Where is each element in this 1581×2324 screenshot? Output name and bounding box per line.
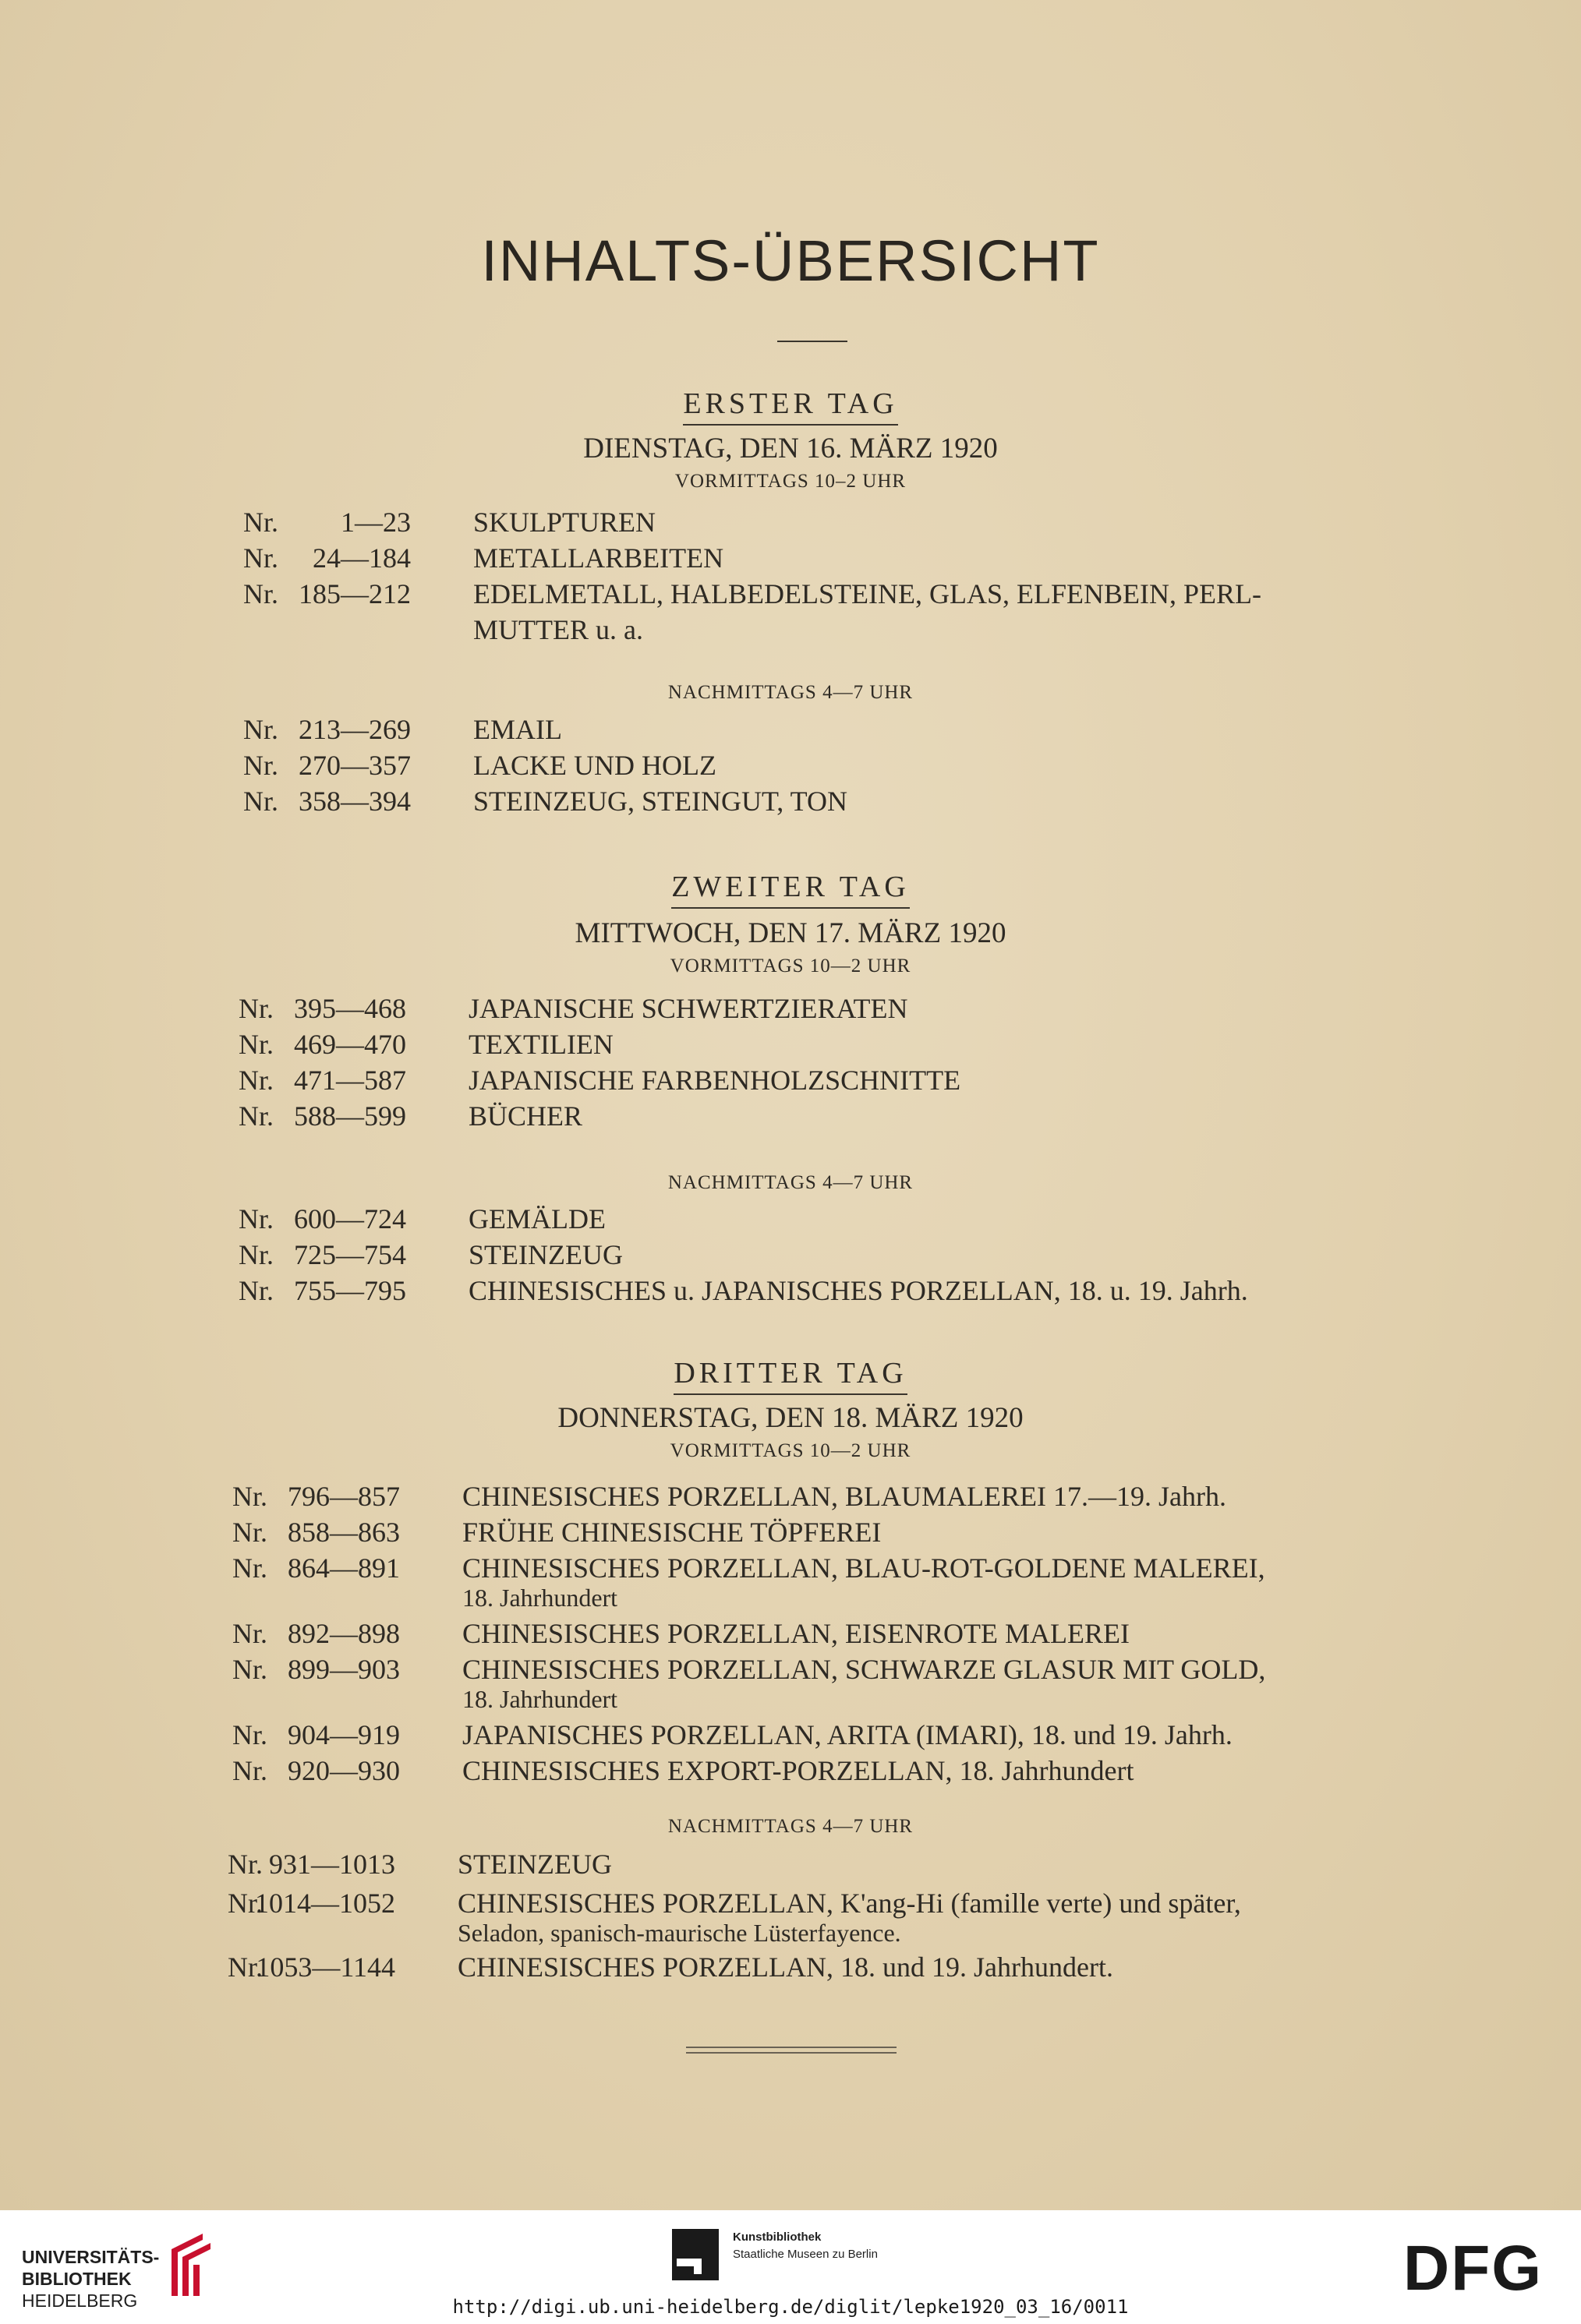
day-heading-2: ZWEITER TAG (0, 870, 1581, 909)
afternoon-time-1: NACHMITTAGS 4—7 UHR (667, 682, 914, 703)
day-date-2: MITTWOCH, DEN 17. MÄRZ 1920 (575, 917, 1006, 949)
dfg-logo: DFG (1403, 2233, 1544, 2304)
page-title: INHALTS-ÜBERSICHT (481, 228, 1100, 293)
morning-time-1: VORMITTAGS 10–2 UHR (674, 471, 907, 492)
scanned-page: INHALTS-ÜBERSICHT ERSTER TAG DIENSTAG, DEN 16. MÄRZ 1920 VORMITTAGS 10–2 UHR Nr. 1—23 SKULPTUREN Nr. 24—184 METALLARBEITEN Nr. 185—212 EDELMETALL, HALBEDELSTEINE, GLAS, ELFENBEIN, PERL- MUTTER u. a. NACHMITTAGS 4—7 UHR Nr. 213—269 EMAIL Nr. 270—357 LACKE UND HOLZ Nr. 358—394 STEINZEUG, STEINGUT, TON ZWEITER TAG MITTWOCH, DEN 17. MÄRZ 1920 VORMITTAGS 10—2 UHR Nr. 395—468 JAPANISCHE SCHWERTZIERATEN Nr. 469—470 TEXTILIEN Nr. 471—587 JAPANISCHE FARBENHOLZSCHNITTE Nr. 588—599 BÜCHER NACHMITTAGS 4—7 UHR Nr. 600—724 GEMÄLDE Nr. 725—754 STEINZEUG Nr. 755—795 CHINESISCHES u. JAPANISCHES PORZELLAN, 18. u. 19. Jahrh. DRITTER TAG DONNERSTAG, DEN 18. MÄRZ 1920 VORMITTAGS 10—2 UHR Nr. 796—857 CHINESISCHES PORZELLAN, BLAUMALEREI 17.—19. Jahrh. Nr. 858—863 FRÜHE CHINESISCHE TÖPFEREI Nr. 864—891 CHINESISCHES PORZELLAN, BLAU-ROT-GOLDENE MALEREI, 18. Jahrhundert Nr. 892—898 CHINESISCHES PORZELLAN, EISENROTE MALEREI Nr. 899—903 CHINESISCHES PORZELLAN, SCHWARZE GLASUR MIT GOLD, 18. Jahrhundert Nr. 904—919 JAPANISCHES PORZELLAN, ARITA (IMARI), 18. und 19. Jahrh. Nr. 920—930 CHINESISCHES EXPORT-PORZELLAN, 18. Jahrhundert NACHMITTAGS 4—7 UHR Nr. 931—1013 STEINZEUG Nr. 1014—1052 CHINESISCHES PORZELLAN, K'ang-Hi (famille verte) und später, Seladon, spanisch-maurische Lüsterfayence. Nr. 1053—1144 CHINESISCHES PORZELLAN, 18. und 19. Jahrhundert. (0, 0, 1581, 2210)
ub-logo-icon (156, 2226, 218, 2304)
day-date-3: DONNERSTAG, DEN 18. MÄRZ 1920 (557, 1402, 1024, 1434)
day-heading-3: DRITTER TAG (0, 1356, 1581, 1395)
day-heading-1: ERSTER TAG (0, 387, 1581, 426)
morning-time-2: VORMITTAGS 10—2 UHR (670, 955, 911, 977)
afternoon-time-3: NACHMITTAGS 4—7 UHR (667, 1816, 914, 1837)
title-rule (777, 341, 847, 342)
end-rule-1 (686, 2047, 897, 2048)
kunstbibliothek-text: Kunstbibliothek Staatliche Museen zu Berlin (733, 2230, 878, 2261)
source-url[interactable]: http://digi.ub.uni-heidelberg.de/diglit/lepke1920_03_16/0011 (452, 2296, 1129, 2318)
afternoon-time-2: NACHMITTAGS 4—7 UHR (667, 1172, 914, 1193)
morning-time-3: VORMITTAGS 10—2 UHR (670, 1440, 911, 1461)
day-date-1: DIENSTAG, DEN 16. MÄRZ 1920 (583, 433, 998, 464)
ub-heidelberg-logo-text: UNIVERSITÄTS- BIBLIOTHEK HEIDELBERG (22, 2247, 160, 2311)
kunstbibliothek-logo-icon (670, 2227, 720, 2282)
end-rule-2 (686, 2052, 897, 2054)
viewer-footer (0, 2210, 1581, 2324)
